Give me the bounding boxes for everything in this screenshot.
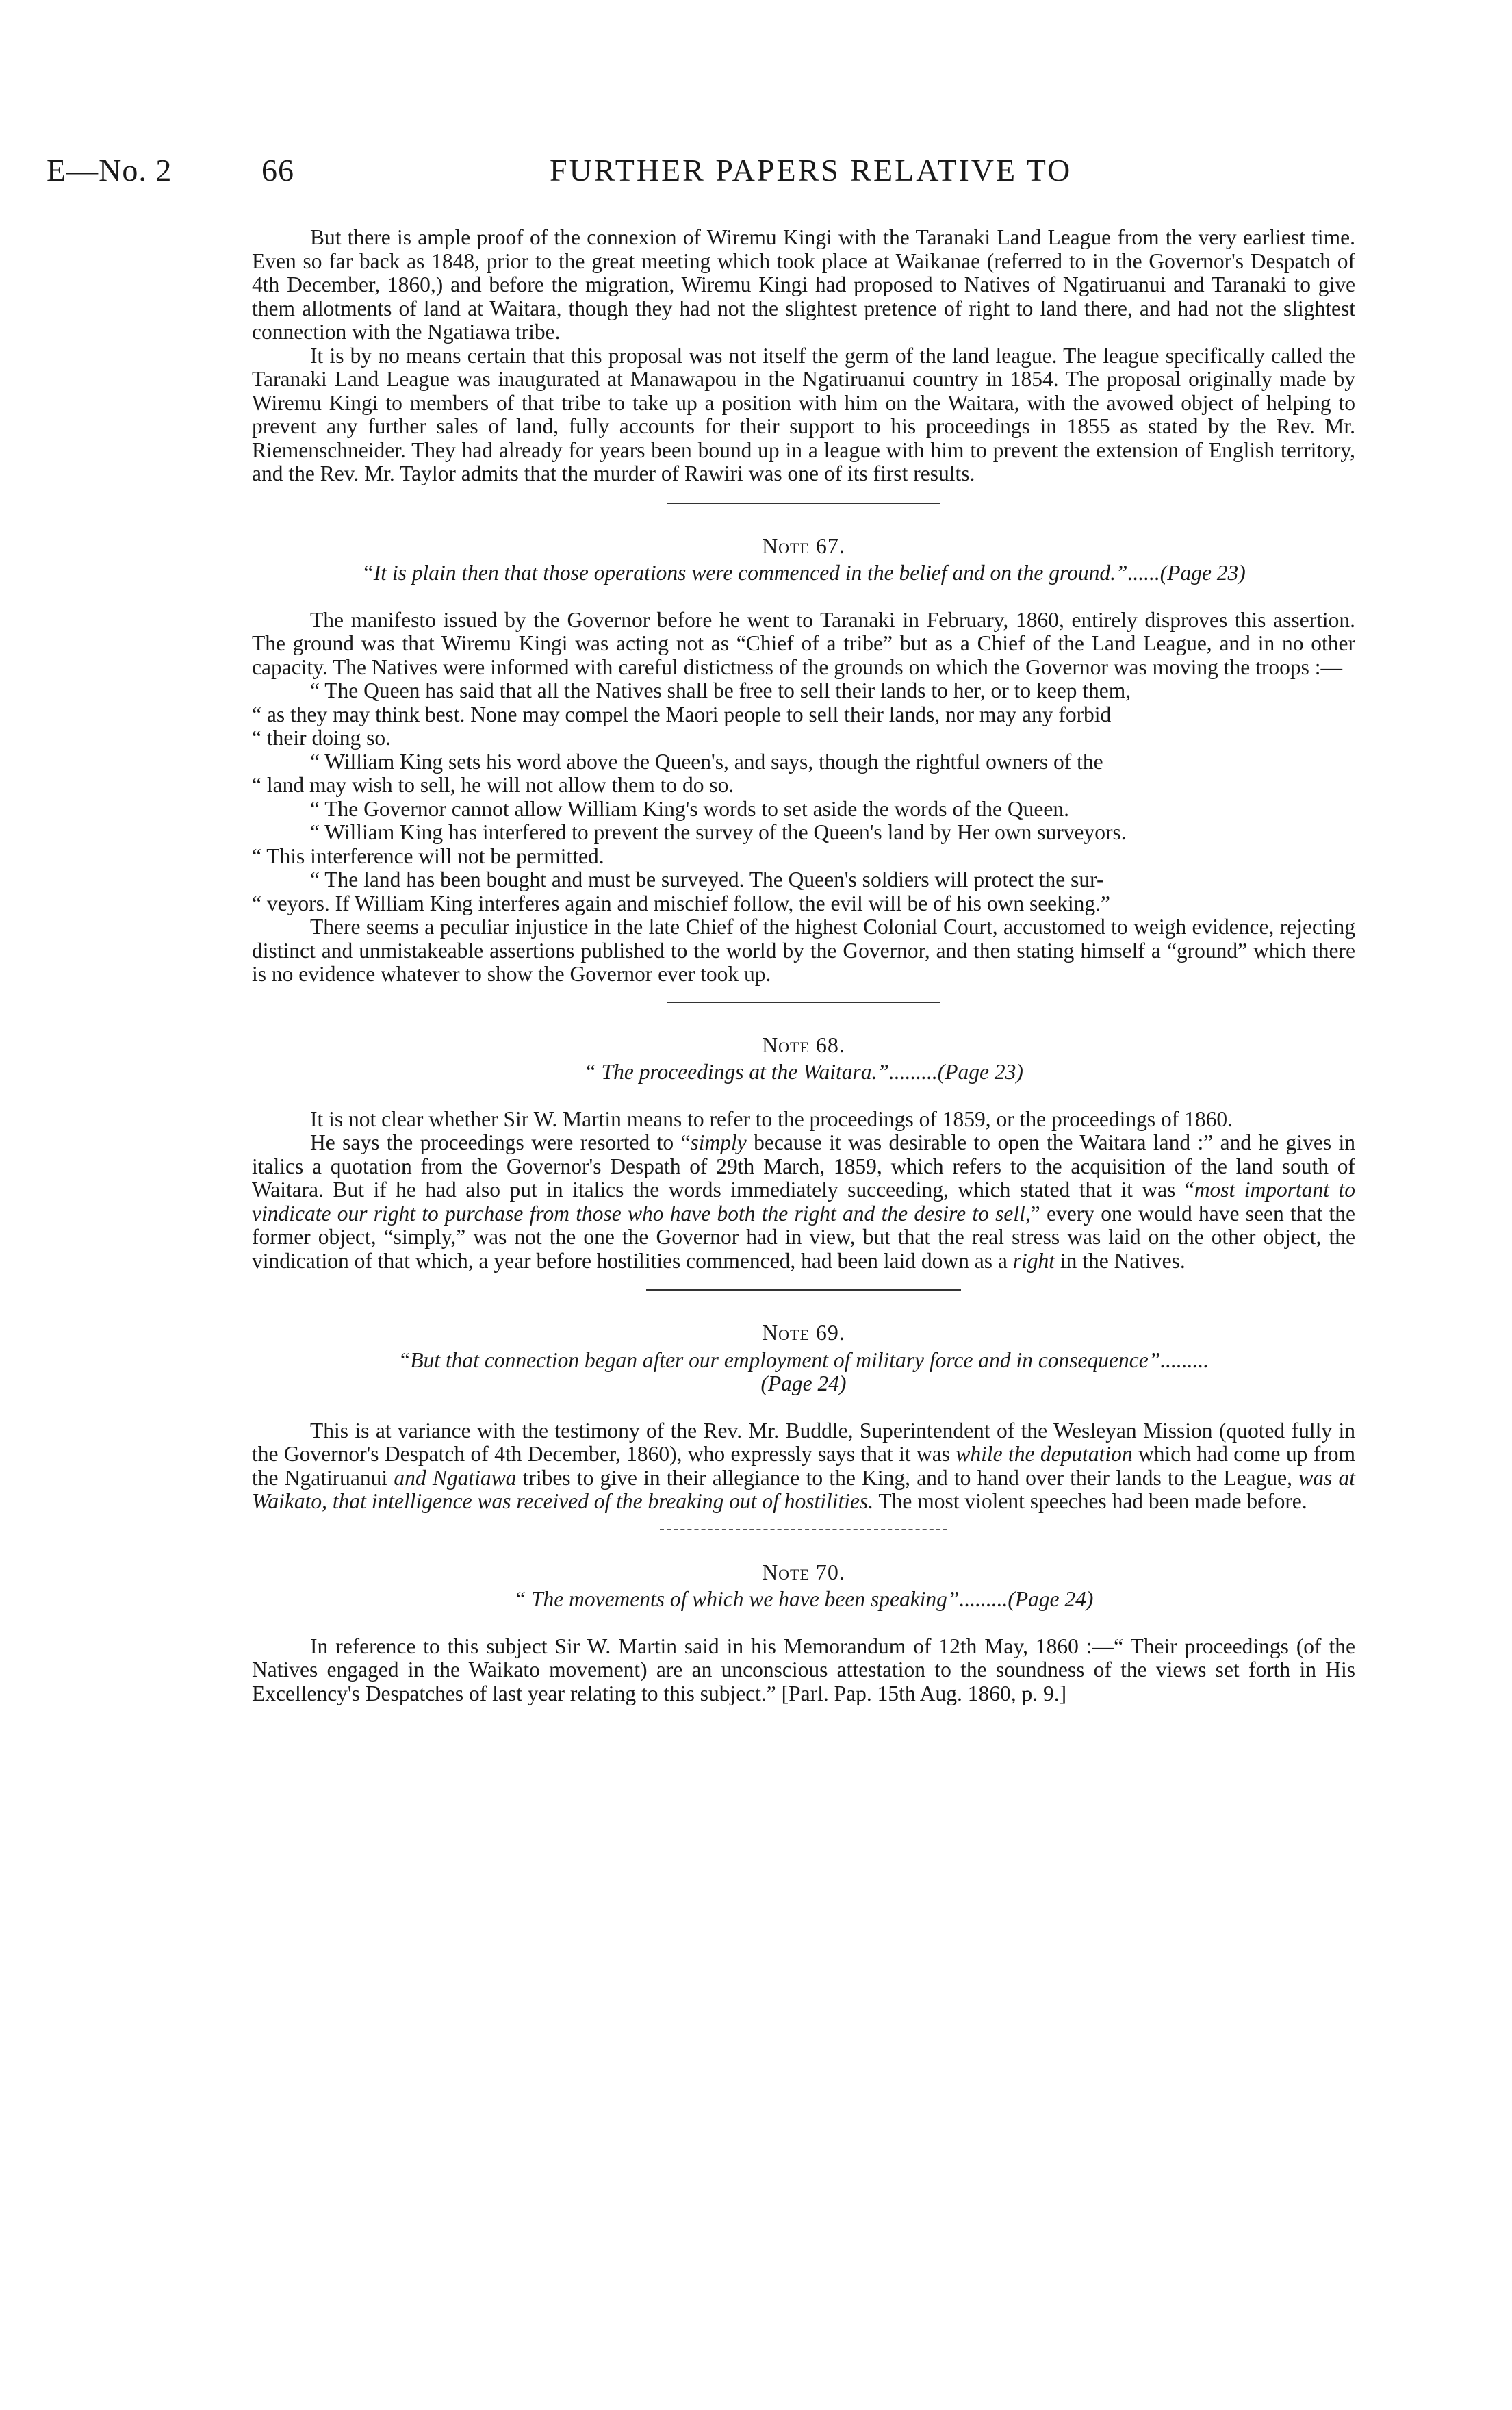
italic-run: most important to vindicate our right to purchase from those who have both the right and the desire to sell, <box>252 1178 1355 1226</box>
paragraph: In reference to this subject Sir W. Martin said in his Memorandum of 12th May, 1860 :—“ Their proceedings (of the Natives engaged in the Waikato movement) are an unconscious attestation to the soundness of the views set forth in His Excellency's Despatches of last year relating to this subject.” [Parl. Pap. 15th Aug. 1860, p. 9.] <box>252 1634 1355 1705</box>
paragraph: But there is ample proof of the connexion of Wiremu Kingi with the Taranaki Land League from the very earliest time. Even so far back as 1848, prior to the great meeting which took place at Waikanae (referred to in the Governor's Despatch of 4th December, 1860,) and before the migration, Wiremu Kingi had proposed to Natives of Ngatiruanui and Taranaki to give them allotments of land at Waitara, though they had not the slightest pretence of right to land there, and had not the slightest connection with the Ngatiawa tribe. <box>252 225 1355 344</box>
italic-run: simply <box>690 1130 747 1154</box>
text-run: The most violent speeches had been made before. <box>873 1489 1307 1513</box>
quoted-line: “ land may wish to sell, he will not allow them to do so. <box>252 773 734 797</box>
quoted-line: “ veyors. If William King interferes again and mischief follow, the evil will be of his own seeking.” <box>252 891 1111 915</box>
running-title: FURTHER PAPERS RELATIVE TO <box>550 153 1073 188</box>
quoted-line: “ William King sets his word above the Queen's, and says, though the rightful owners of the <box>310 749 1103 774</box>
text-run: ” every one would have seen that the former object, “simply,” was not the one the Governor had in view, but that the real stress was laid on the other object, the vindication of that which, a year before hostilities commenced, had been laid down as a <box>252 1201 1355 1273</box>
section-divider <box>660 1529 947 1530</box>
note-heading: Note 68. <box>762 1032 845 1057</box>
quoted-line: “ William King has interfered to prevent the survey of the Queen's land by Her own surveyors. <box>310 820 1127 844</box>
text-run: in the Natives. <box>1055 1248 1186 1273</box>
page-reference: (Page 23) <box>937 1060 1023 1084</box>
section-divider <box>667 1002 940 1003</box>
note-quote <box>252 1061 1355 1084</box>
quoted-line: “ their doing so. <box>252 726 391 750</box>
text-run: This is at variance with the testimony of the Rev. Mr. Buddle, Superintendent of the Wesleyan Mission (quoted fully in the Governor's Despatch of 4th December, 1860), who expressly says that it was <box>252 1418 1355 1466</box>
note-quote <box>252 561 1355 585</box>
italic-run: and Ngatiawa <box>394 1465 517 1490</box>
quote-text: “But that connection began after our employment of military force and in consequence”......... <box>398 1347 1209 1372</box>
page-reference: (Page 23) <box>1159 561 1246 585</box>
paragraph: There seems a peculiar injustice in the late Chief of the highest Colonial Court, accustomed to weigh evidence, rejecting distinct and unmistakeable assertions published to the world by the Governor, and then stating himself a “ground” which there is no evidence whatever to show the Governor ever took up. <box>252 915 1355 986</box>
quoted-line: “ The land has been bought and must be surveyed. The Queen's soldiers will protect the sur- <box>310 867 1104 891</box>
note-quote <box>252 1588 1355 1612</box>
note-heading: Note 70. <box>762 1559 845 1584</box>
quote-text: “ The proceedings at the Waitara.”......... <box>584 1060 938 1084</box>
italic-run: was at Waikato, that intelligence was received of the breaking out of hostilities. <box>252 1465 1355 1513</box>
note-heading: Note 67. <box>762 533 845 558</box>
section-divider <box>646 1289 961 1291</box>
page-number: 66 <box>261 153 294 188</box>
quoted-line: “ The Governor cannot allow William King's words to set aside the words of the Queen. <box>310 796 1069 821</box>
document-body <box>252 226 1355 1705</box>
paragraph <box>252 1131 1355 1273</box>
paragraph: The manifesto issued by the Governor before he went to Taranaki in February, 1860, entirely disproves this assertion. The ground was that Wiremu Kingi was acting not as “Chief of a tribe” but as a Chief of the Land League, and in no other capacity. The Natives were informed with careful distictness of the grounds on which the Governor was moving the troops :— <box>252 607 1355 679</box>
quote-text: “ The movements of which we have been speaking”......... <box>513 1587 1008 1611</box>
quote-text: “It is plain then that those operations were commenced in the belief and on the ground.”...... <box>361 561 1160 585</box>
note-heading: Note 69. <box>762 1320 845 1345</box>
text-run: because it was desirable to open the Waitara land :” and he gives in italics a quotation from the Governor's Despath of 29th March, 1859, which refers to the acquisition of the land south of Waitara. But if he had also put in italics the words immediately succeeding, which stated that it was “ <box>252 1130 1355 1202</box>
text-run: tribes to give in their allegiance to the King, and to hand over their lands to the League, <box>516 1465 1299 1490</box>
italic-run: right <box>1012 1248 1055 1273</box>
section-divider <box>667 503 940 504</box>
text-run: which had come up from the Ngatiruanui <box>252 1442 1356 1490</box>
quoted-line: “ as they may think best. None may compel the Maori people to sell their lands, nor may any forbid <box>252 702 1112 726</box>
note-quote <box>252 1349 1355 1396</box>
text-run: He says the proceedings were resorted to “ <box>310 1130 691 1154</box>
paragraph: It is not clear whether Sir W. Martin means to refer to the proceedings of 1859, or the proceedings of 1860. <box>310 1106 1233 1131</box>
quoted-line: “ This interference will not be permitted. <box>252 844 604 868</box>
italic-run: while the deputation <box>956 1442 1133 1466</box>
paragraph <box>252 1419 1355 1514</box>
page-header <box>47 152 1463 200</box>
quoted-line: “ The Queen has said that all the Natives shall be free to sell their lands to her, or to keep them, <box>310 678 1131 702</box>
page-reference: (Page 24) <box>760 1371 847 1395</box>
page-reference: (Page 24) <box>1008 1587 1094 1611</box>
series-number: E—No. 2 <box>47 153 172 188</box>
paragraph: It is by no means certain that this proposal was not itself the germ of the land league. The league specifically called the Taranaki Land League was inaugurated at Manawapou in the Ngatiruanui country in 1854. The proposal originally made by Wiremu Kingi to members of that tribe to take up a position with him on the Waitara, with the avowed object of helping to prevent any further sales of land, fully accounts for their support to his proceedings in 1855 as stated by the Rev. Mr. Riemenschneider. They had already for years been bound up in a league with him to prevent the extension of English territory, and the Rev. Mr. Taylor admits that the murder of Rawiri was one of its first results. <box>252 343 1355 485</box>
